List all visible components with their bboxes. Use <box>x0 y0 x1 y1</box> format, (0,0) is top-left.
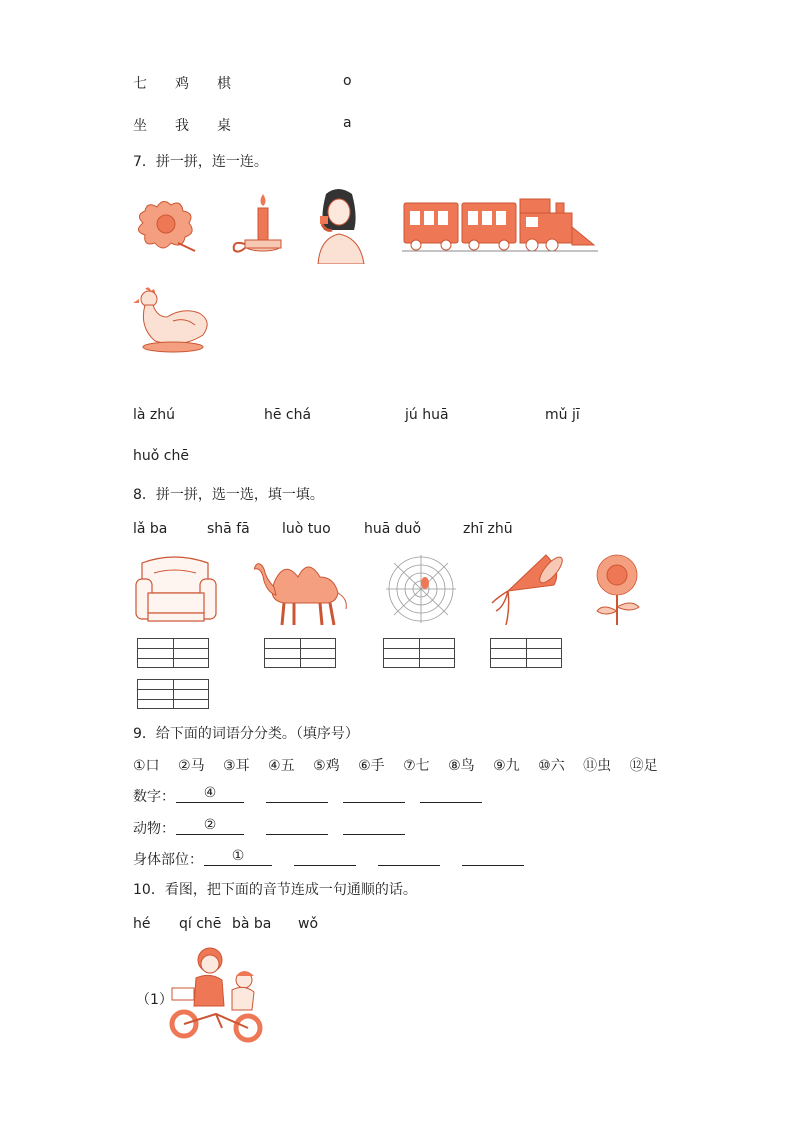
q8-pinyin-huaduo: huā duǒ <box>364 521 422 537</box>
numbers-label: 数字： <box>133 789 175 805</box>
numbers-answer-blank[interactable]: ④ <box>176 785 244 803</box>
animals-answer-blank[interactable] <box>343 817 405 835</box>
letter-a: a <box>343 115 352 131</box>
camel-illustration <box>254 553 352 627</box>
q10-syllable-baba: bà ba <box>232 916 272 932</box>
q7-pinyin-muji: mǔ jī <box>545 407 580 423</box>
train-illustration <box>402 197 598 255</box>
q8-title: 8．拼一拼，选一选，填一填。 <box>133 487 324 503</box>
q9-item: ⑧鸟 <box>448 758 475 774</box>
q7-pinyin-juhua: jú huā <box>405 407 449 423</box>
numbers-answer-blank[interactable] <box>266 785 328 803</box>
pinyin-grid[interactable] <box>137 679 209 709</box>
pinyin-grid[interactable] <box>137 638 209 668</box>
sunflower-illustration <box>589 553 645 625</box>
horn-illustration <box>488 551 564 627</box>
q7-pinyin-huoche: huǒ chē <box>133 448 189 464</box>
numbers-answer-blank[interactable] <box>343 785 405 803</box>
char-wo: 我 <box>175 118 189 134</box>
q9-item: ⑫足 <box>629 758 658 774</box>
q8-pinyin-luotuo: luò tuo <box>282 521 331 537</box>
body-parts-answer-blank[interactable] <box>462 848 524 866</box>
char-ji: 鸡 <box>175 76 189 92</box>
pinyin-grid[interactable] <box>490 638 562 668</box>
q10-title: 10．看图，把下面的音节连成一句通顺的话。 <box>133 882 417 898</box>
q7-pinyin-hecha: hē chá <box>264 407 312 423</box>
letter-o: o <box>343 73 352 89</box>
pinyin-grid[interactable] <box>383 638 455 668</box>
chrysanthemum-illustration <box>133 193 201 255</box>
char-zhuo: 桌 <box>217 118 231 134</box>
q9-item: ⑥手 <box>358 758 385 774</box>
spider-web-illustration <box>384 553 458 625</box>
char-qi: 七 <box>133 76 147 92</box>
q9-item: ⑪虫 <box>583 758 612 774</box>
q8-pinyin-shafa: shā fā <box>207 521 250 537</box>
q7-title: 7．拼一拼，连一连。 <box>133 154 268 170</box>
q9-title: 9．给下面的词语分分类。（填序号） <box>133 726 359 742</box>
sofa-illustration <box>134 553 218 625</box>
q7-pinyin-lazhu: là zhú <box>133 407 176 423</box>
q9-item: ⑩六 <box>538 758 565 774</box>
father-child-bicycle-illustration <box>166 944 270 1044</box>
q9-item: ⑦七 <box>403 758 430 774</box>
q9-item: ⑨九 <box>493 758 520 774</box>
char-qi-chess: 棋 <box>217 76 231 92</box>
girl-drinking-tea-illustration <box>308 186 370 264</box>
q10-sub-label: （1） <box>136 992 173 1008</box>
animals-answer-blank[interactable]: ② <box>176 817 244 835</box>
q10-syllable-qiche: qí chē <box>179 916 222 932</box>
numbers-answer-blank[interactable] <box>420 785 482 803</box>
q9-item: ①口 <box>133 758 160 774</box>
q10-syllable-he: hé <box>133 916 151 932</box>
q9-item-list <box>133 755 658 775</box>
char-zuo: 坐 <box>133 118 147 134</box>
candle-illustration <box>230 192 286 258</box>
body-parts-answer-blank[interactable] <box>294 848 356 866</box>
animals-label: 动物： <box>133 821 175 837</box>
q9-item: ⑤鸡 <box>313 758 340 774</box>
body-parts-label: 身体部位： <box>133 852 203 868</box>
q9-item: ③耳 <box>223 758 250 774</box>
body-parts-answer-blank[interactable] <box>378 848 440 866</box>
q9-item: ②马 <box>178 758 205 774</box>
q8-pinyin-zhizhu: zhī zhū <box>463 521 513 537</box>
hen-illustration <box>133 287 211 355</box>
pinyin-grid[interactable] <box>264 638 336 668</box>
body-parts-answer-blank[interactable]: ① <box>204 848 272 866</box>
q9-item: ④五 <box>268 758 295 774</box>
q10-syllable-wo: wǒ <box>298 916 319 932</box>
animals-answer-blank[interactable] <box>266 817 328 835</box>
q8-pinyin-laba: lǎ ba <box>133 521 168 537</box>
